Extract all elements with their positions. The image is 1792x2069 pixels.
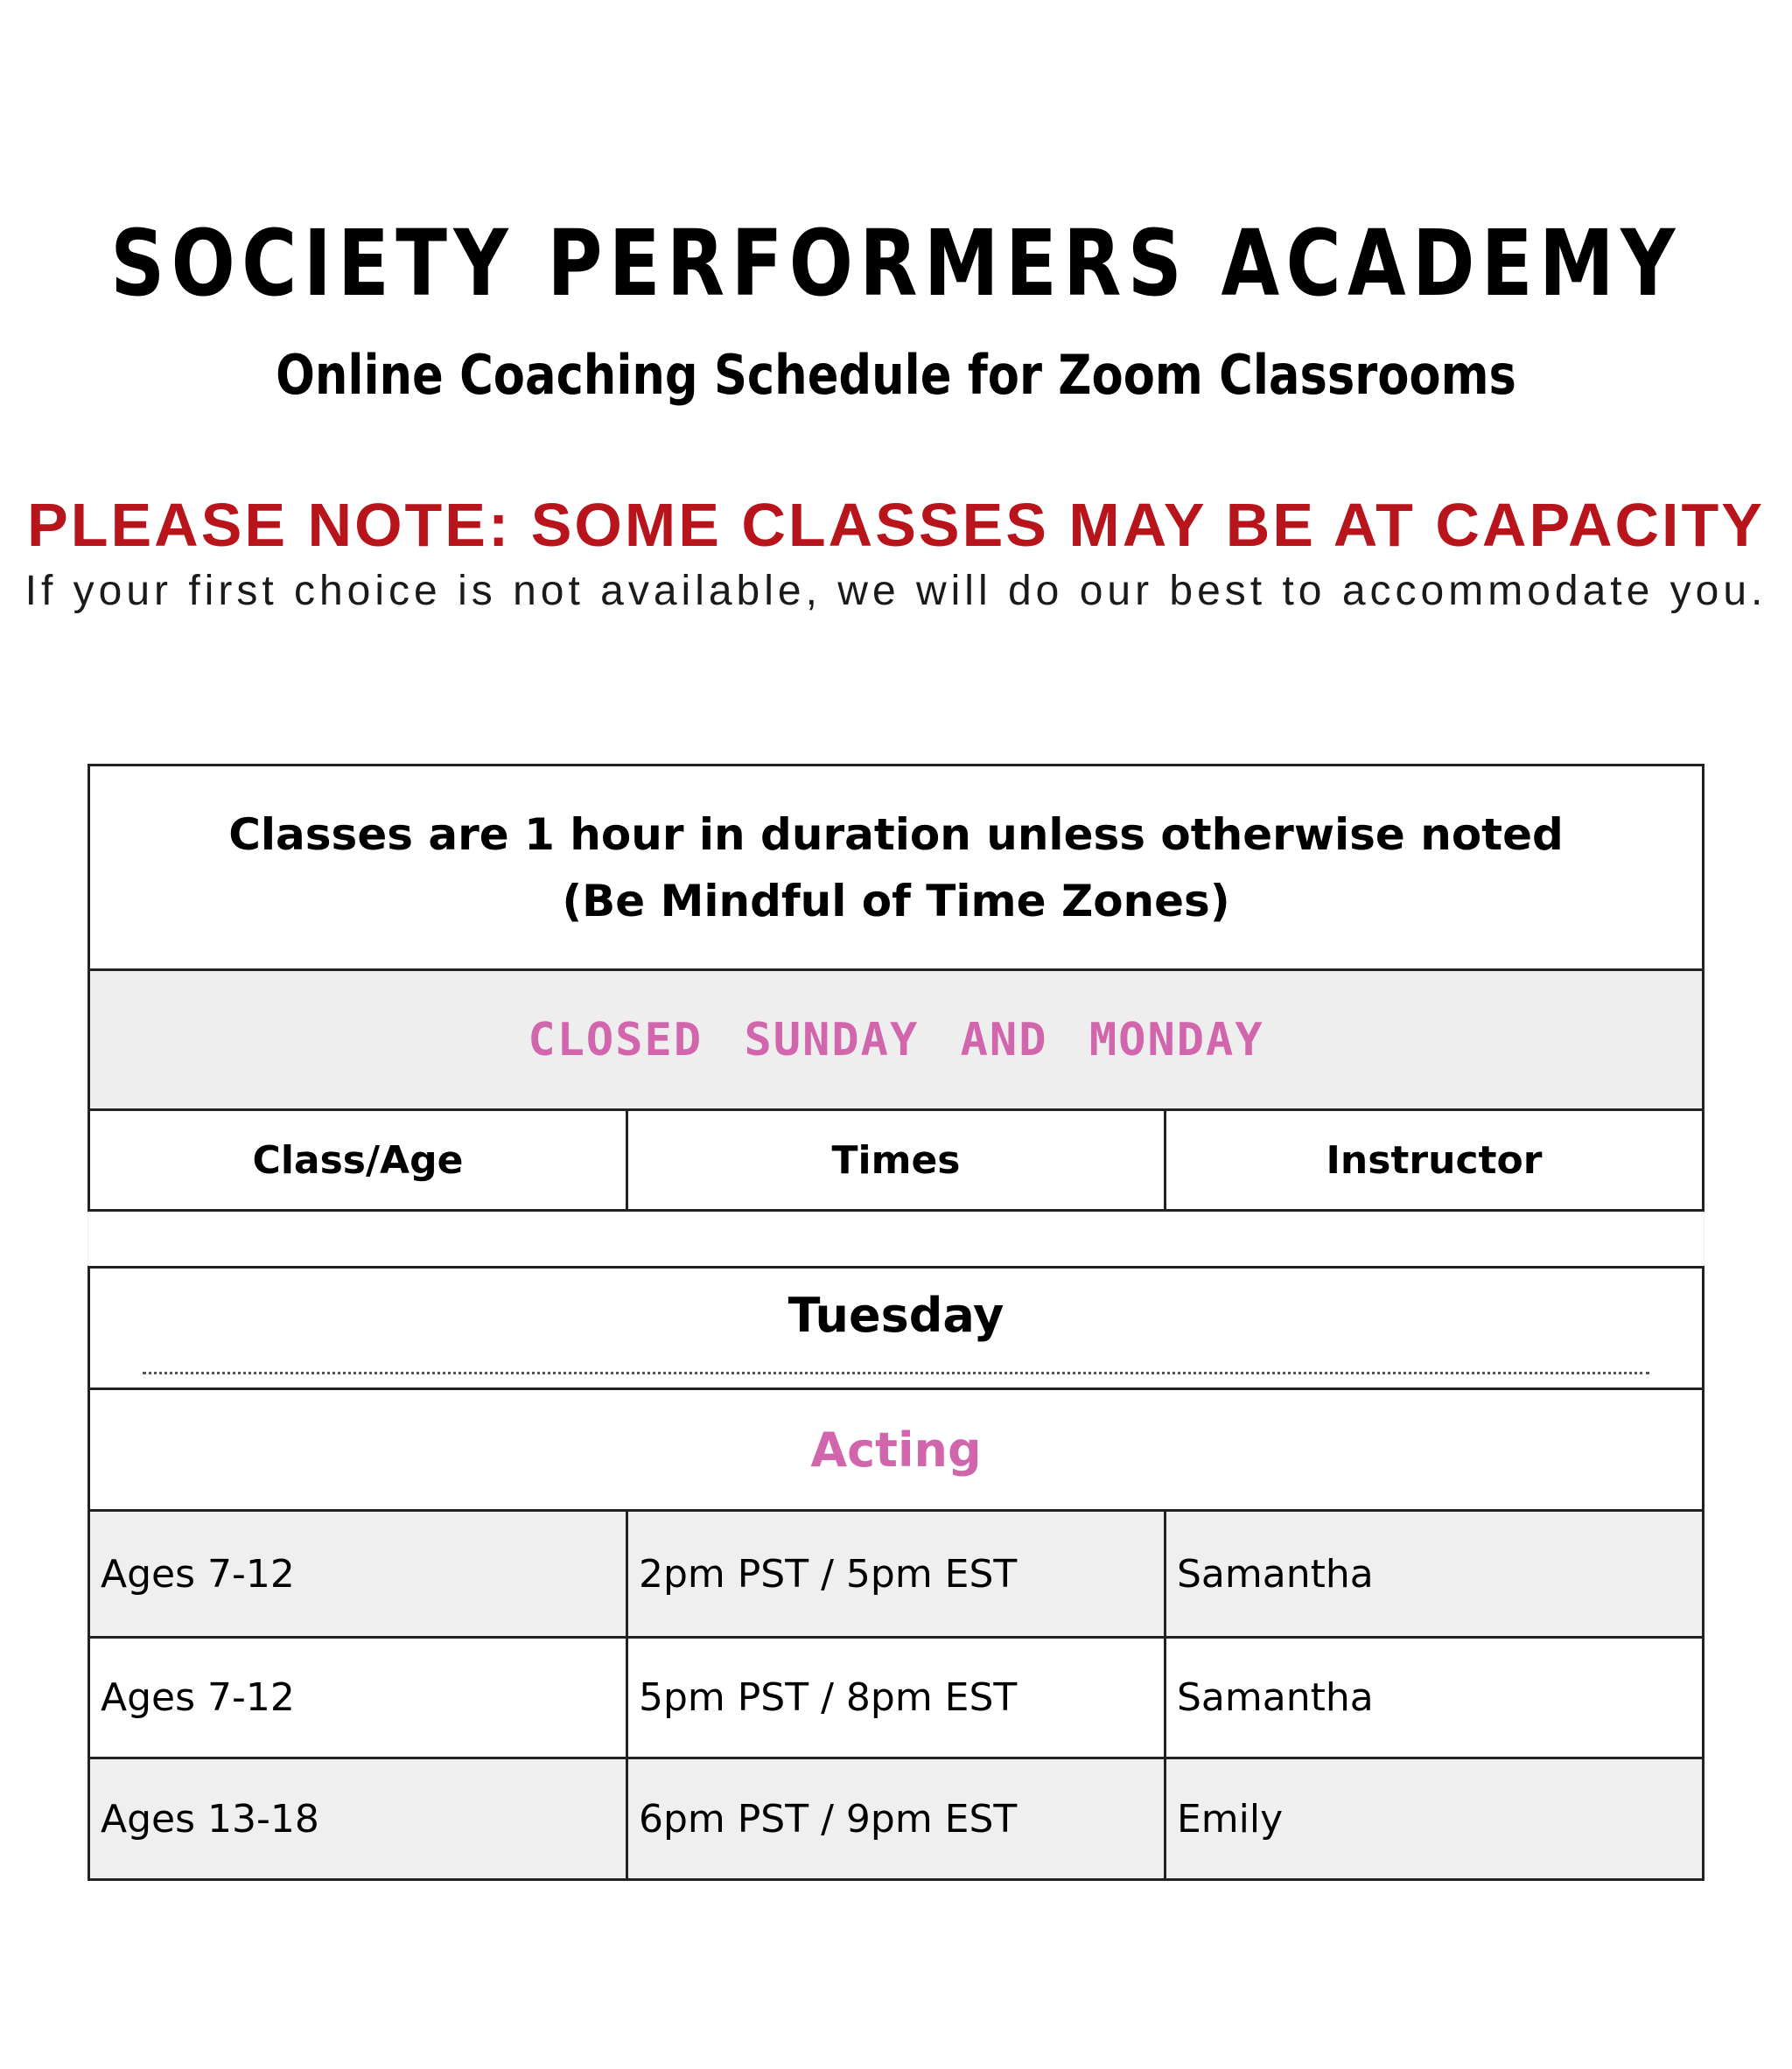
time-cell: 5pm PST / 8pm EST bbox=[626, 1636, 1166, 1759]
instructor-cell: Samantha bbox=[1164, 1509, 1704, 1639]
age-cell: Ages 7-12 bbox=[88, 1636, 628, 1759]
closed-days-banner bbox=[88, 968, 1704, 1111]
column-header-class-age: Class/Age bbox=[88, 1108, 628, 1212]
capacity-notice: PLEASE NOTE: SOME CLASSES MAY BE AT CAPACITY bbox=[27, 491, 1765, 559]
day-label: Tuesday bbox=[788, 1288, 1004, 1343]
table-row bbox=[88, 1757, 1704, 1881]
closed-days-text: CLOSED SUNDAY AND MONDAY bbox=[528, 1013, 1264, 1066]
duration-note-cell bbox=[88, 764, 1704, 971]
instructor-cell: Samantha bbox=[1164, 1636, 1704, 1759]
age-cell: Ages 13-18 bbox=[88, 1757, 628, 1881]
time-cell: 2pm PST / 5pm EST bbox=[626, 1509, 1166, 1639]
age-cell: Ages 7-12 bbox=[88, 1509, 628, 1639]
page-subtitle: Online Coaching Schedule for Zoom Classrooms bbox=[276, 343, 1516, 407]
time-zone-note: (Be Mindful of Time Zones) bbox=[562, 875, 1230, 926]
capacity-notice-detail: If your first choice is not available, we will do our best to accommodate you. bbox=[24, 568, 1768, 614]
page-title: SOCIETY PERFORMERS ACADEMY bbox=[110, 210, 1682, 317]
column-header-instructor: Instructor bbox=[1164, 1108, 1704, 1212]
table-row bbox=[88, 1636, 1704, 1759]
day-header bbox=[88, 1266, 1704, 1390]
column-header-row bbox=[88, 1108, 1704, 1212]
column-header-times: Times bbox=[626, 1108, 1166, 1212]
subject-label: Acting bbox=[810, 1422, 982, 1478]
duration-note: Classes are 1 hour in duration unless otherwise noted bbox=[228, 808, 1564, 860]
table-row bbox=[88, 1509, 1704, 1639]
instructor-cell: Emily bbox=[1164, 1757, 1704, 1881]
time-cell: 6pm PST / 9pm EST bbox=[626, 1757, 1166, 1881]
subject-header bbox=[88, 1387, 1704, 1512]
dotted-divider bbox=[143, 1372, 1649, 1374]
spacer-row bbox=[88, 1212, 1704, 1266]
